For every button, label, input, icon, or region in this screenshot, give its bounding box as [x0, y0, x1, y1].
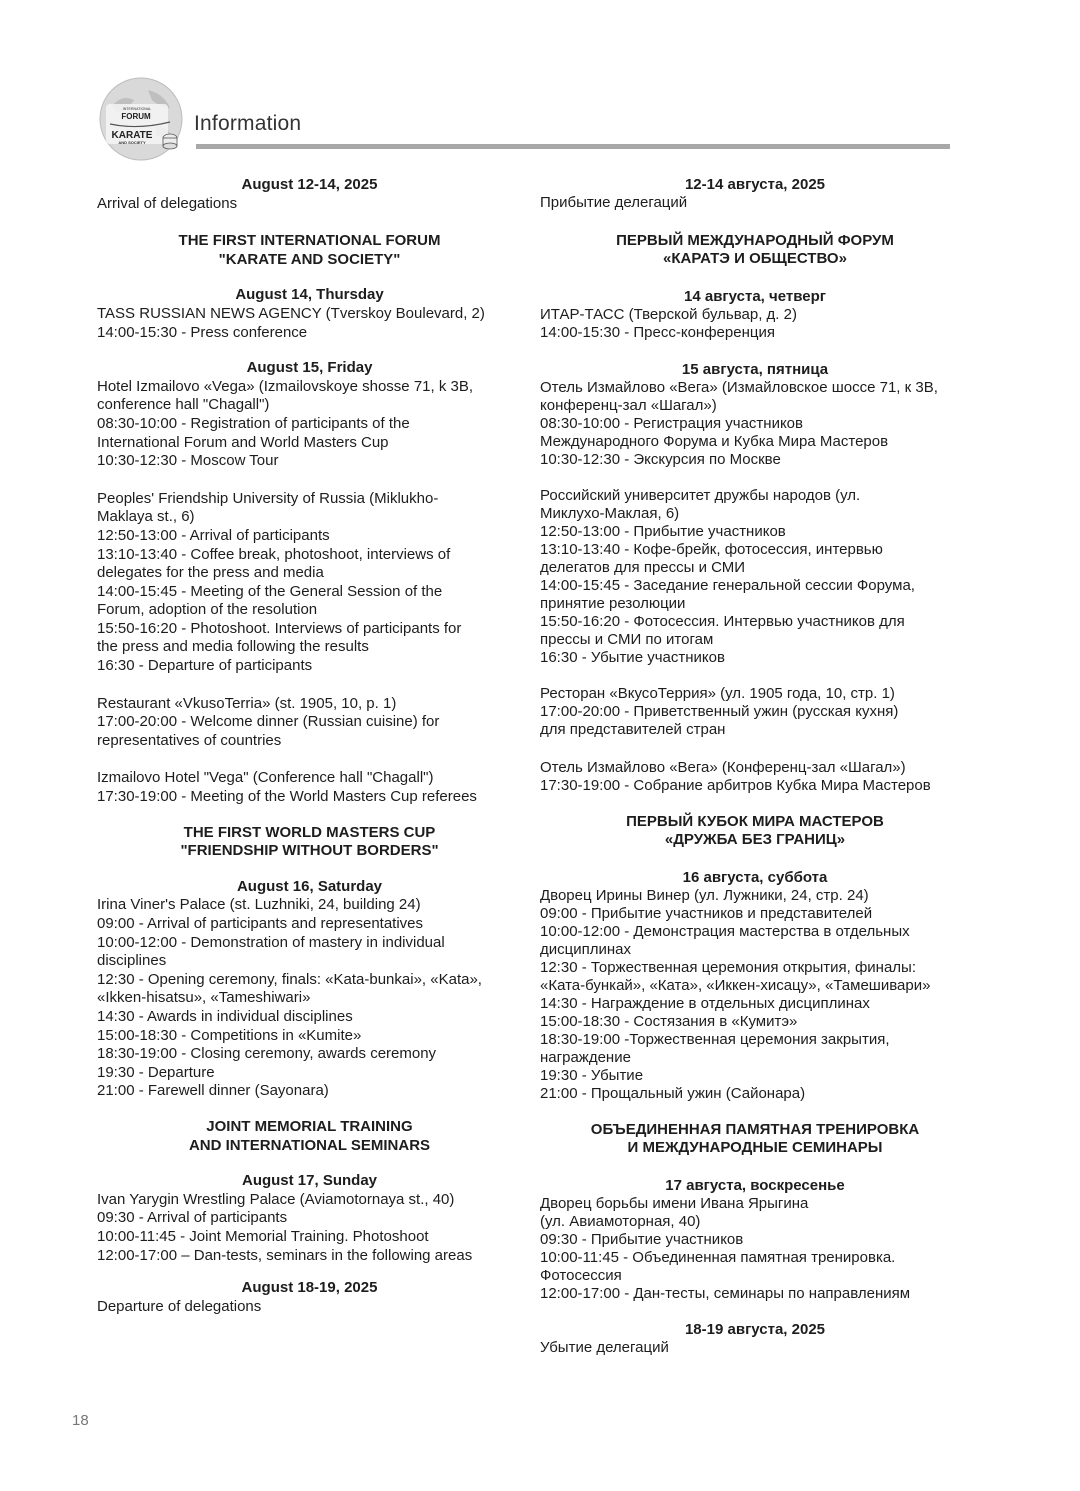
training-title: JOINT MEMORIAL TRAINING AND INTERNATIONAL SEMINARS [188, 1117, 431, 1154]
aug15-university-schedule: Peoples' Friendship University of Russia (Miklukho- Maklaya st., 6) 12:50-13:00 - Arrival of participants 13:10-13:40 - Coffee break, photoshoot, interviews of delegates for the press and media 14:00-15:45 - Meeting of the General Session of the Forum, adoption of the resolution 15:50-16:20 - Photoshoot. Interviews of participants for the press and media following the results 16:30 - Departure of participants [97, 489, 462, 675]
cup-title-ru: ПЕРВЫЙ КУБОК МИРА МАСТЕРОВ «ДРУЖБА БЕЗ ГРАНИЦ» [626, 813, 884, 848]
arrival-date-heading: August 12-14, 2025 [241, 176, 378, 193]
aug17-date-heading-ru: 17 августа, воскресенье [665, 1177, 845, 1194]
departure-date-heading-ru: 18-19 августа, 2025 [684, 1321, 826, 1338]
aug14-date-heading-ru: 14 августа, четверг [684, 288, 826, 305]
aug15-referees-schedule: Izmailovo Hotel "Vega" (Conference hall "Chagall") 17:30-19:00 - Meeting of the World Masters Cup referees [97, 769, 477, 806]
aug17-schedule: Ivan Yarygin Wrestling Palace (Aviamotornaya st., 40) 09:30 - Arrival of participants 10:00-11:45 - Joint Memorial Training. Photoshoot 12:00-17:00 – Dan-tests, seminars in the following areas [97, 1190, 473, 1264]
aug15-date-heading-ru: 15 августа, пятница [681, 361, 829, 378]
page-number: 18 [72, 1412, 89, 1429]
svg-text:KARATE: KARATE [111, 130, 153, 141]
english-column [97, 176, 522, 1316]
aug15-university-schedule-ru: Российский университет дружбы народов (ул. Миклухо-Маклая, 6) 12:50-13:00 - Прибытие участников 13:10-13:40 - Кофе-брейк, фотосессия, интервью делегатов для прессы и СМИ 14:00-15:45 - Заседание генеральной сессии Форума, принятие резолюции 15:50-16:20 - Фотосессия. Интервью участников для прессы и СМИ по итогам 16:30 - Убытие участников [540, 487, 915, 666]
svg-text:INTERNATIONAL: INTERNATIONAL [122, 107, 152, 111]
title-divider [196, 144, 950, 149]
departure-date-heading: August 18-19, 2025 [241, 1279, 378, 1297]
aug16-schedule: Irina Viner's Palace (st. Luzhniki, 24, building 24) 09:00 - Arrival of participants and representatives 10:00-12:00 - Demonstration of mastery in individual disciplines 12:30 - Opening ceremony, finals: «Kata-bunkai», «Kata», «Ikken-hisatsu», «Tameshiwari» 14:30 - Awards in individual disciplines 15:00-18:30 - Competitions in «Kumite» 18:30-19:00 - Closing ceremony, awards ceremony 19:30 - Departure 21:00 - Farewell dinner (Sayonara) [97, 896, 482, 1100]
russian-column [540, 176, 970, 1357]
departure-text-ru: Убытие делегаций [540, 1339, 669, 1356]
departure-text: Departure of delegations [97, 1297, 262, 1315]
aug15-referees-schedule-ru: Отель Измайлово «Вега» (Конференц-зал «Шагал») 17:30-19:00 - Собрание арбитров Кубка Мира Мастеров [540, 759, 931, 794]
aug15-hotel-schedule: Hotel Izmailovo «Vega» (Izmailovskoye shosse 71, k 3B, conference hall "Chagall") 08:30-10:00 - Registration of participants of the International Forum and World Masters Cup 10:30-12:30 - Moscow Tour [97, 377, 474, 470]
arrival-text-ru: Прибытие делегаций [540, 194, 688, 211]
aug14-schedule: TASS RUSSIAN NEWS AGENCY (Tverskoy Boulevard, 2) 14:00-15:30 - Press conference [97, 304, 485, 341]
aug15-hotel-schedule-ru: Отель Измайлово «Вега» (Измайловское шоссе 71, к 3В, конференц-зал «Шагал») 08:30-10:00 - Регистрация участников Международного Форума и Кубка Мира Мастеров 10:30-12:30 - Экскурсия по Москве [540, 379, 938, 468]
aug14-date-heading: August 14, Thursday [235, 286, 384, 304]
svg-text:AND SOCIETY: AND SOCIETY [118, 140, 146, 145]
aug16-date-heading: August 16, Saturday [236, 877, 383, 895]
training-title-ru: ОБЪЕДИНЕННАЯ ПАМЯТНАЯ ТРЕНИРОВКА И МЕЖДУНАРОДНЫЕ СЕМИНАРЫ [590, 1121, 920, 1156]
forum-title: THE FIRST INTERNATIONAL FORUM "KARATE AND SOCIETY" [178, 232, 441, 268]
aug16-schedule-ru: Дворец Ирины Винер (ул. Лужники, 24, стр. 24) 09:00 - Прибытие участников и представителей 10:00-12:00 - Демонстрация мастерства в отдельных дисциплинах 12:30 - Торжественная церемония открытия, финалы: «Ката-бункай», «Ката», «Иккен-хисацу», «Тамешивари» 14:30 - Награждение в отдельных дисциплинах 15:00-18:30 - Состязания в «Кумитэ» 18:30-19:00 -Торжественная церемония закрытия, награждение 19:30 - Убытие 21:00 - Прощальный ужин (Сайонара) [540, 887, 931, 1102]
aug16-date-heading-ru: 16 августа, суббота [682, 869, 828, 886]
aug15-restaurant-schedule-ru: Ресторан «ВкусоТеррия» (ул. 1905 года, 10, стр. 1) 17:00-20:00 - Приветственный ужин (русская кухня) для представителей стран [540, 685, 899, 738]
aug17-schedule-ru: Дворец борьбы имени Ивана Ярыгина (ул. Авиамоторная, 40) 09:30 - Прибытие участников 10:00-11:45 - Объединенная памятная тренировка. Фотосессия 12:00-17:00 - Дан-тесты, семинары по направлениям [540, 1195, 911, 1302]
arrival-text: Arrival of delegations [97, 194, 238, 212]
section-title: Information [194, 112, 302, 135]
forum-title-ru: ПЕРВЫЙ МЕЖДУНАРОДНЫЙ ФОРУМ «КАРАТЭ И ОБЩЕСТВО» [616, 232, 894, 267]
forum-logo [98, 76, 184, 162]
aug15-date-heading: August 15, Friday [246, 359, 373, 377]
svg-text:FORUM: FORUM [121, 112, 151, 121]
arrival-date-heading-ru: 12-14 августа, 2025 [684, 176, 826, 193]
cup-title: THE FIRST WORLD MASTERS CUP "FRIENDSHIP WITHOUT BORDERS" [180, 823, 439, 860]
aug15-restaurant-schedule: Restaurant «VkusoTerria» (st. 1905, 10, p. 1) 17:00-20:00 - Welcome dinner (Russian cuisine) for representatives of countries [97, 694, 440, 749]
aug17-date-heading: August 17, Sunday [241, 1172, 378, 1190]
aug14-schedule-ru: ИТАР-ТАСС (Тверской бульвар, д. 2) 14:00-15:30 - Пресс-конференция [540, 306, 797, 341]
